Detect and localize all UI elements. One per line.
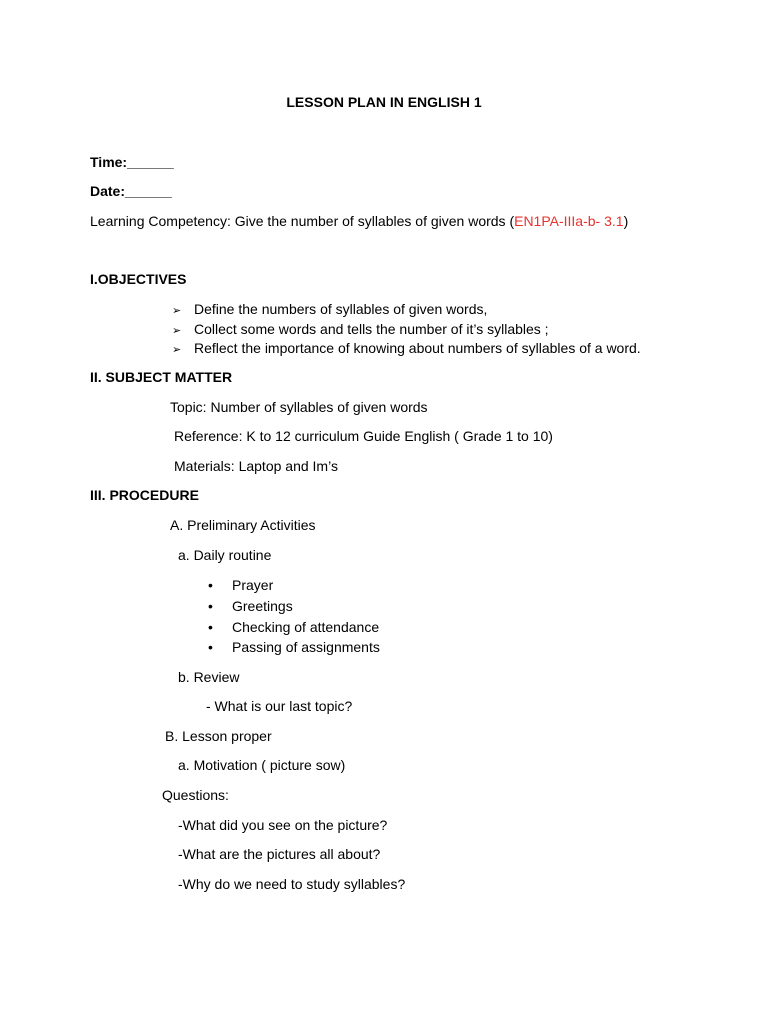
date-field: Date:______: [90, 183, 172, 199]
preliminary-activities: A. Preliminary Activities: [170, 517, 316, 533]
bullet-dot-icon: •: [208, 598, 213, 614]
review: b. Review: [178, 669, 240, 685]
objective-item: [172, 300, 487, 320]
routine-item: [208, 576, 273, 594]
questions-label: Questions:: [162, 787, 229, 803]
competency-close-paren: ): [623, 213, 629, 229]
time-field: Time:______: [90, 154, 174, 170]
arrow-bullet-icon: ➢: [172, 325, 182, 337]
review-question: - What is our last topic?: [206, 698, 353, 714]
objectives-heading: I.OBJECTIVES: [90, 271, 187, 287]
learning-competency: [90, 212, 628, 230]
subject-reference: Reference: K to 12 curriculum Guide English ( Grade 1 to 10): [174, 428, 553, 444]
arrow-bullet-icon: ➢: [172, 305, 182, 317]
bullet-dot-icon: •: [208, 639, 213, 655]
question-item: -What did you see on the picture?: [178, 817, 388, 833]
objective-text: Reflect the importance of knowing about numbers of syllables of a word.: [194, 340, 641, 356]
objective-item: [172, 320, 549, 340]
question-item: -Why do we need to study syllables?: [178, 876, 406, 892]
document-title: LESSON PLAN IN ENGLISH 1: [286, 94, 482, 110]
bullet-dot-icon: •: [208, 619, 213, 635]
routine-item: [208, 597, 293, 615]
competency-text: Learning Competency: Give the number of syllables of given words (: [90, 213, 515, 229]
lesson-proper: B. Lesson proper: [165, 728, 272, 744]
subject-materials: Materials: Laptop and Im’s: [174, 458, 338, 474]
procedure-heading: III. PROCEDURE: [90, 487, 199, 503]
motivation: a. Motivation ( picture sow): [178, 757, 346, 773]
objective-item: [172, 339, 641, 359]
routine-item: [208, 618, 379, 636]
daily-routine: a. Daily routine: [178, 547, 272, 563]
objective-text: Collect some words and tells the number of it’s syllables ;: [194, 321, 549, 337]
subject-matter-heading: II. SUBJECT MATTER: [90, 369, 233, 385]
routine-text: Greetings: [232, 598, 293, 614]
competency-code: EN1PA-IIIa-b- 3.1: [514, 213, 624, 229]
subject-topic: Topic: Number of syllables of given words: [170, 399, 428, 415]
routine-text: Passing of assignments: [232, 639, 380, 655]
bullet-dot-icon: •: [208, 577, 213, 593]
routine-text: Checking of attendance: [232, 619, 380, 635]
routine-item: [208, 638, 380, 656]
question-item: -What are the pictures all about?: [178, 846, 381, 862]
objective-text: Define the numbers of syllables of given words,: [194, 301, 488, 317]
routine-text: Prayer: [232, 577, 274, 593]
arrow-bullet-icon: ➢: [172, 344, 182, 356]
